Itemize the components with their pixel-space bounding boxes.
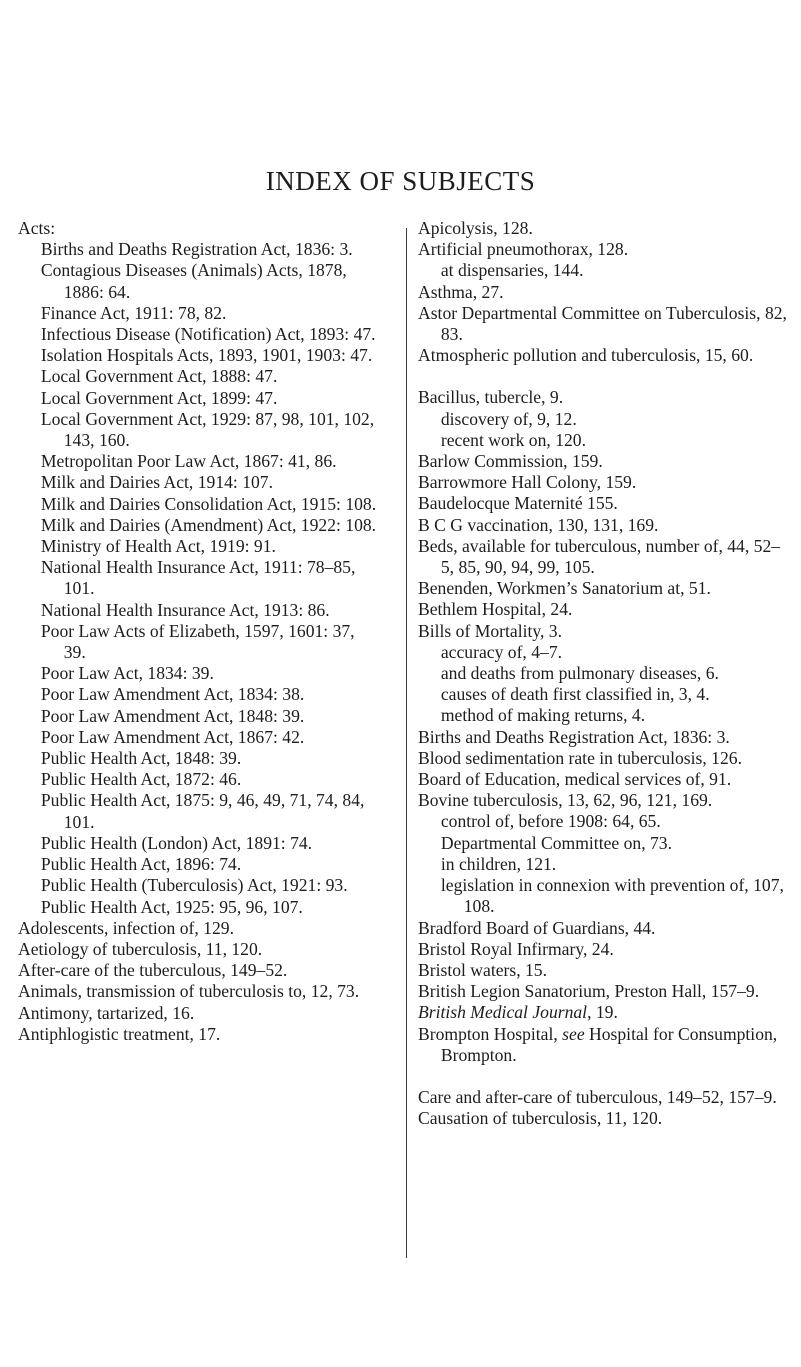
index-subentry: Milk and Dairies Act, 1914: 107. [40,472,273,493]
index-subentry: Public Health Act, 1875: 9, 46, 49, 71, 74, 84, 101. [40,790,365,832]
index-entry: Acts: [18,218,56,238]
index-entry: Bovine tuberculosis, 13, 62, 96, 121, 169. [418,790,713,811]
index-entry: Adolescents, infection of, 129. [18,917,234,938]
index-entry: Barlow Commission, 159. [418,451,603,472]
section-gap [418,1066,788,1087]
index-subentry: Public Health Act, 1848: 39. [40,748,242,769]
index-subentry: Milk and Dairies (Amendment) Act, 1922: 108. [40,514,377,535]
index-subentry: in children, 121. [440,853,557,874]
index-entry: Animals, transmission of tuberculosis to, 12, 73. [18,981,360,1002]
index-entry: Births and Deaths Registration Act, 1836: 3. [418,726,730,747]
index-subentry: control of, before 1908: 64, 65. [440,811,661,832]
index-subentry: Local Government Act, 1899: 47. [40,387,278,408]
index-entry: Bristol waters, 15. [418,959,548,980]
index-entry: Bacillus, tubercle, 9. [418,387,564,408]
index-subentry: Isolation Hospitals Acts, 1893, 1901, 1903: 47. [40,345,373,366]
index-subentry: Public Health Act, 1925: 95, 96, 107. [40,896,303,917]
index-entry: Brompton Hospital, see Hospital for Consumption, Brompton. [418,1023,778,1065]
index-subentry: Public Health Act, 1896: 74. [40,854,242,875]
index-subentry: Poor Law Amendment Act, 1834: 38. [40,684,305,705]
index-entry: B C G vaccination, 130, 131, 169. [418,514,659,535]
index-subentry: Milk and Dairies Consolidation Act, 1915: 108. [40,493,377,514]
index-entry: Bradford Board of Guardians, 44. [418,917,656,938]
page-title: INDEX OF SUBJECTS [265,166,536,196]
index-subentry: Poor Law Amendment Act, 1867: 42. [40,726,305,747]
index-subentry: National Health Insurance Act, 1913: 86. [40,599,330,620]
index-subentry: Poor Law Amendment Act, 1848: 39. [40,705,305,726]
index-subentry: National Health Insurance Act, 1911: 78–85, 101. [40,557,356,599]
index-subentry: discovery of, 9, 12. [440,408,577,429]
index-subentry: Ministry of Health Act, 1919: 91. [40,536,276,557]
index-entry: Baudelocque Maternité 155. [418,493,618,514]
section-gap [418,366,788,387]
index-entry: Atmospheric pollution and tuberculosis, 15, 60. [418,345,754,366]
index-entry: After-care of the tuberculous, 149–52. [18,960,288,981]
index-subentry: legislation in connexion with prevention of, 107, 108. [440,875,784,917]
index-subentry: Poor Law Act, 1834: 39. [40,663,214,684]
index-entry: Bethlem Hospital, 24. [418,599,573,620]
index-subentry: Departmental Committee on, 73. [440,832,672,853]
index-entry: British Medical Journal, 19. [418,1002,618,1023]
index-entry: Blood sedimentation rate in tuberculosis, 126. [418,747,742,768]
index-entry: Asthma, 27. [418,281,504,302]
index-entry: British Legion Sanatorium, Preston Hall, 157–9. [418,981,760,1002]
index-subentry: Finance Act, 1911: 78, 82. [40,302,227,323]
column-divider [406,228,407,1258]
index-subentry: Poor Law Acts of Elizabeth, 1597, 1601: 37, 39. [40,620,355,663]
index-entry: Artificial pneumothorax, 128. [418,239,629,260]
index-entry: Barrowmore Hall Colony, 159. [418,472,637,493]
index-subentry: Public Health (London) Act, 1891: 74. [40,832,313,853]
index-entry: Bristol Royal Infirmary, 24. [418,938,614,959]
index-entry: Antiphlogistic treatment, 17. [18,1023,221,1044]
index-subentry: accuracy of, 4–7. [440,641,563,662]
index-column-right [418,218,788,1129]
index-subentry: Metropolitan Poor Law Act, 1867: 41, 86. [40,451,337,472]
index-subentry: and deaths from pulmonary diseases, 6. [440,663,719,684]
index-subentry: Contagious Diseases (Animals) Acts, 1878, 1886: 64. [40,260,347,302]
index-entry: Apicolysis, 128. [418,218,533,238]
index-entry: Board of Education, medical services of, 91. [418,769,732,790]
index-entry: Antimony, tartarized, 16. [18,1002,195,1023]
index-subentry: at dispensaries, 144. [440,260,584,281]
index-subentry: Local Government Act, 1929: 87, 98, 101, 102, 143, 160. [40,408,375,451]
index-entry: Beds, available for tuberculous, number of, 44, 52–5, 85, 90, 94, 99, 105. [418,535,781,578]
index-subentry: Births and Deaths Registration Act, 1836: 3. [40,239,353,260]
index-subentry: Infectious Disease (Notification) Act, 1893: 47. [40,324,376,345]
index-entry: Benenden, Workmen’s Sanatorium at, 51. [418,578,711,599]
index-subentry: Public Health Act, 1872: 46. [40,769,242,790]
index-subentry: Local Government Act, 1888: 47. [40,366,278,387]
index-entry: Astor Departmental Committee on Tuberculosis, 82, 83. [418,302,787,345]
index-column-left [18,218,378,1045]
index-subentry: Public Health (Tuberculosis) Act, 1921: 93. [40,875,348,896]
index-entry: Bills of Mortality, 3. [418,620,563,641]
index-entry: Care and after-care of tuberculous, 149–52, 157–9. [418,1086,777,1107]
index-entry: Causation of tuberculosis, 11, 120. [418,1108,663,1129]
index-subentry: recent work on, 120. [440,429,586,450]
index-subentry: causes of death first classified in, 3, 4. [440,684,710,705]
index-entry: Aetiology of tuberculosis, 11, 120. [18,938,263,959]
index-subentry: method of making returns, 4. [440,705,646,726]
